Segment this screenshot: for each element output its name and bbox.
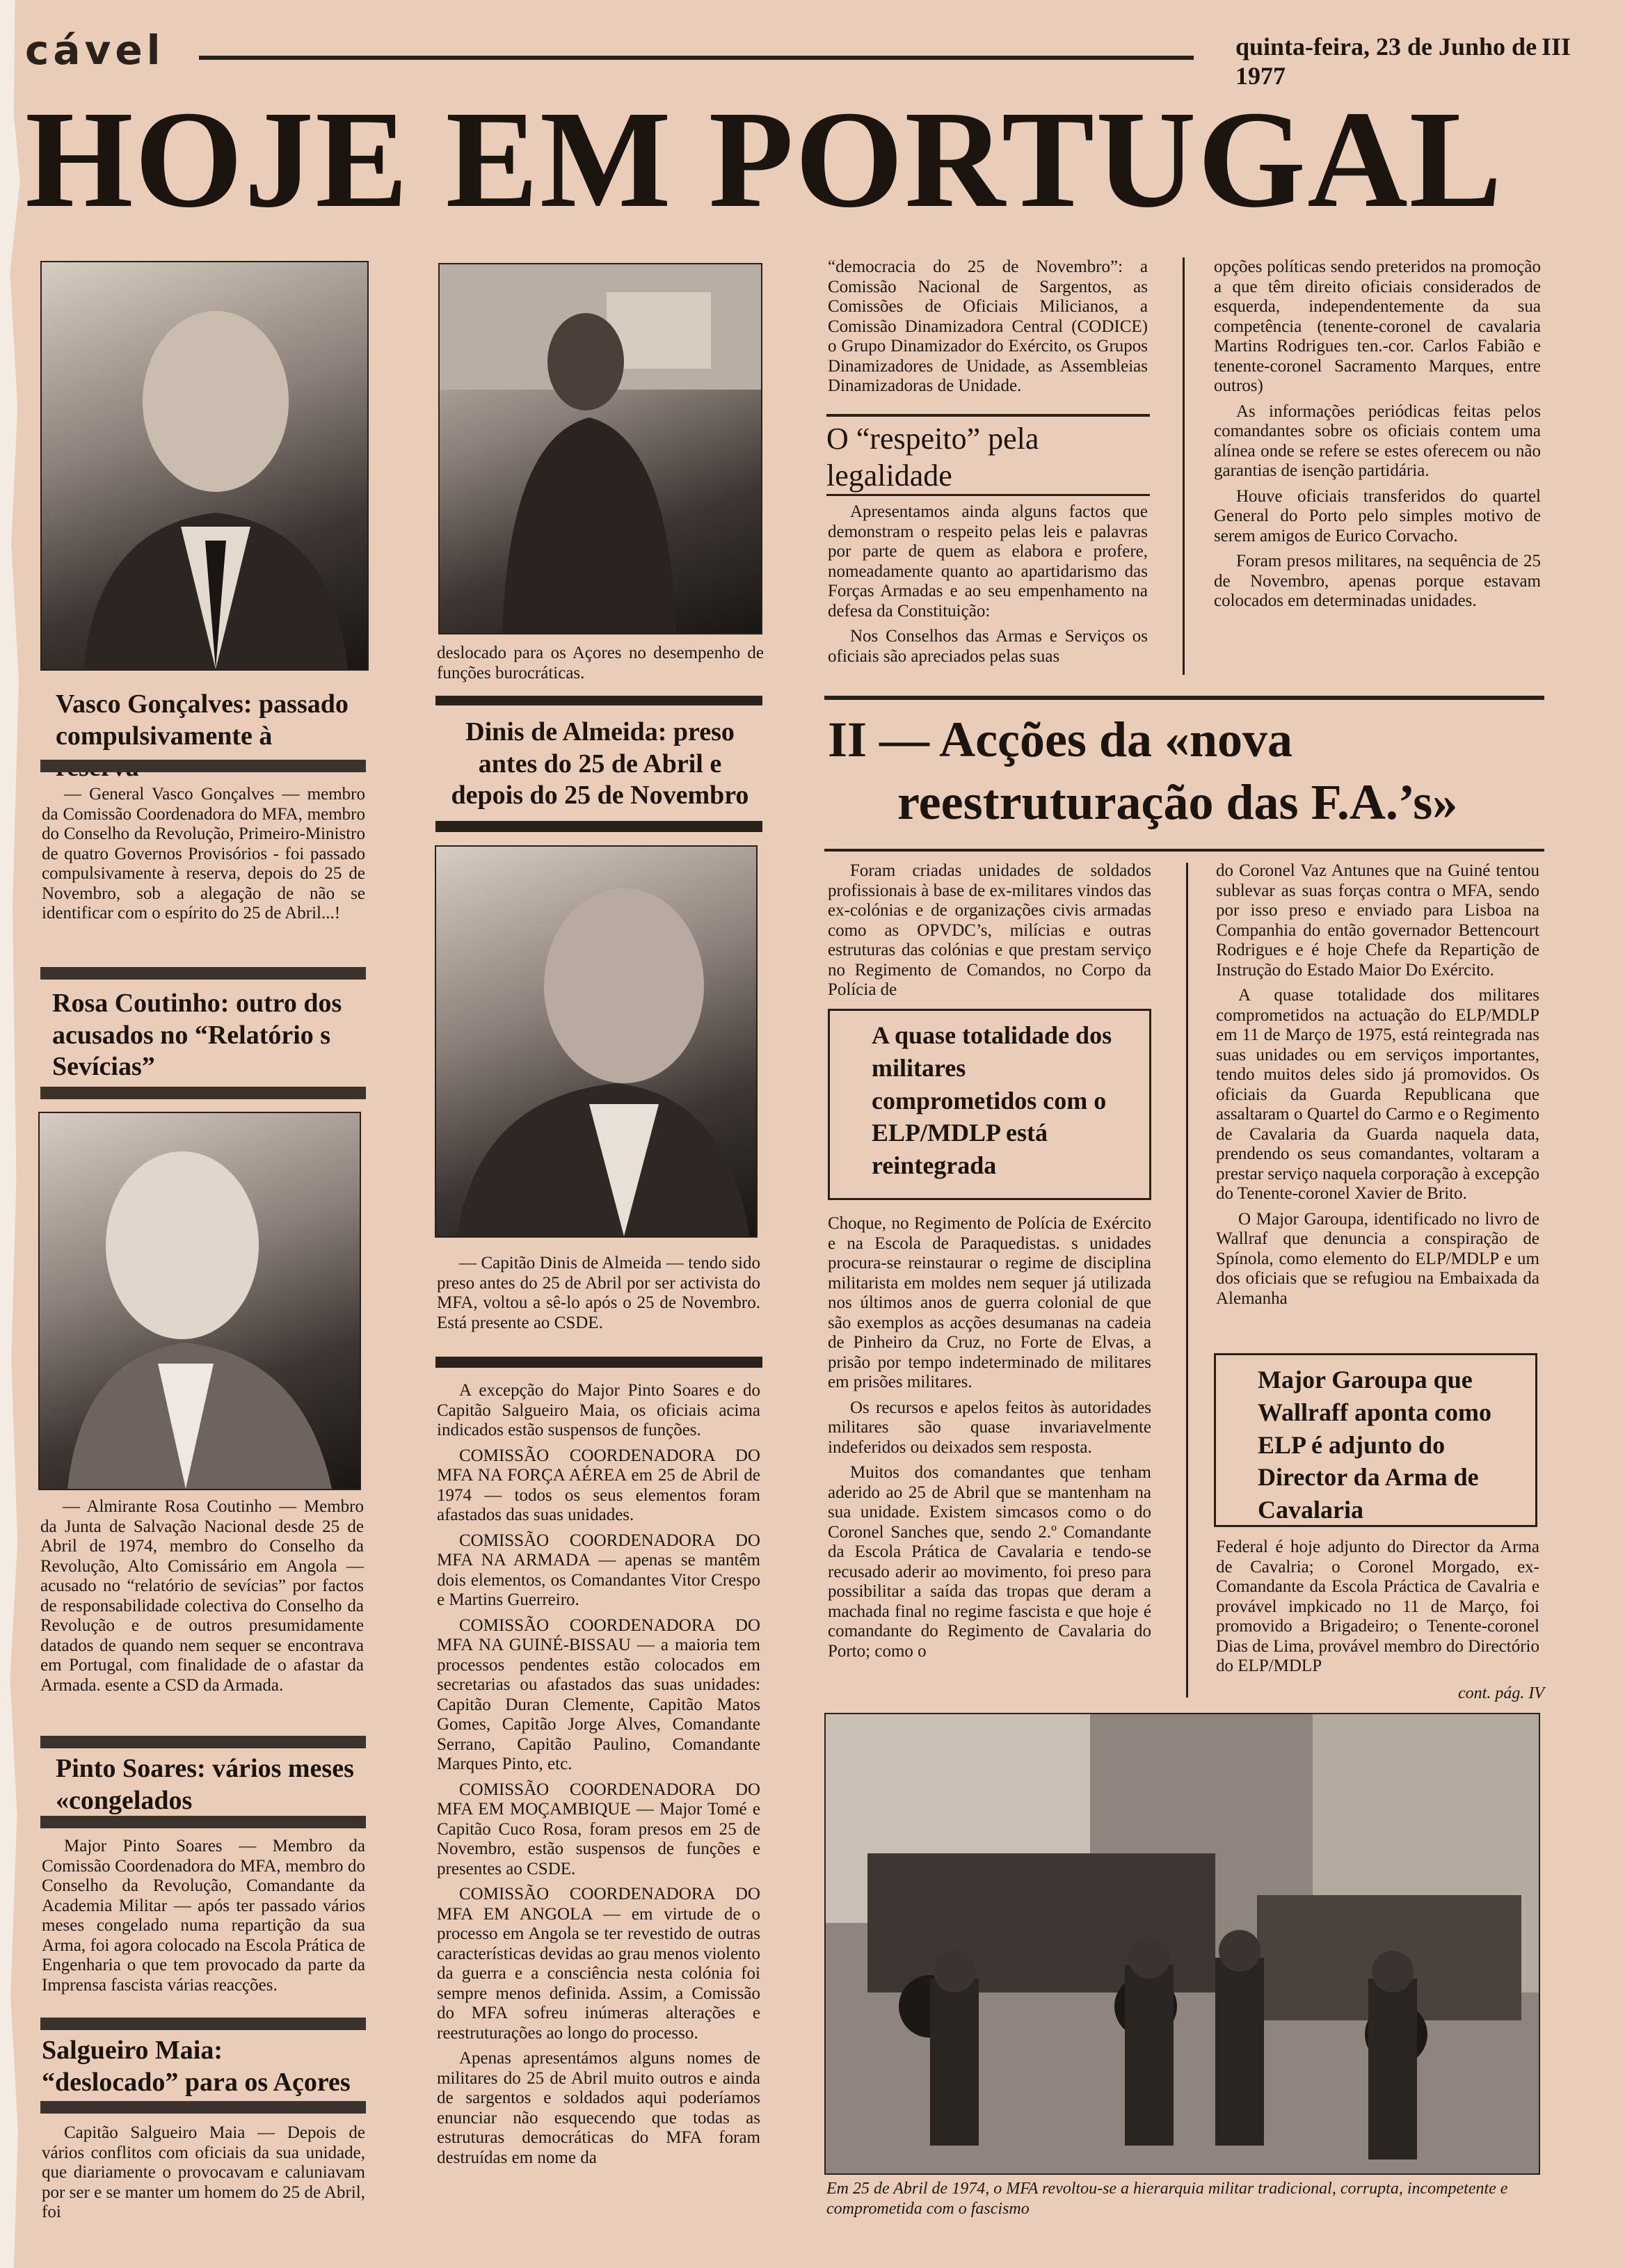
- section2-title-line2: reestruturação das F.A.’s»: [897, 774, 1458, 830]
- bottom-photo-caption: Em 25 de Abril de 1974, o MFA revoltou-se a hierarquia militar tradicional, corrupta, incompetente e comprometida com o fascismo: [826, 2180, 1508, 2218]
- col2-photo-caption: deslocado para os Açores no desempenho de funções burocráticas.: [437, 644, 764, 682]
- page-number: III: [1542, 33, 1571, 61]
- masthead-brand: cável: [25, 26, 165, 74]
- col4-paragraph: do Coronel Vaz Antunes que na Guiné tentou sublevar as suas forças contra o MFA, sendo por isso preso e enviado para Lisboa na Companhia do então governador Bettencourt Rodrigues e é hoje Chefe da Repartição de Instrução do Estado Maior Do Exército.: [1216, 861, 1539, 980]
- col3-paragraph: Nos Conselhos das Armas e Serviços os oficiais são apreciados pelas suas: [828, 627, 1148, 666]
- masthead-date: quinta-feira, 23 de Junho de 1977: [1235, 33, 1537, 90]
- col2-paragraph: COMISSÃO COORDENADORA DO MFA NA FORÇA AÉREA em 25 de Abril de 1974 — todos os seus elementos foram afastados das suas unidades.: [437, 1446, 760, 1524]
- photo-dinis-de-almeida: [435, 845, 758, 1238]
- salgueiro-divider-top: [40, 2018, 366, 2030]
- col3-paragraph: Apresentamos ainda alguns factos que demonstram o respeito pelas leis e palavras por parte de quem as elabora e profere, nomeadamente quanto ao apartidarismo das Forças Armadas e ao seu empenhamento na defesa da Constituição:: [828, 502, 1148, 621]
- dinis-divider-top: [435, 696, 762, 705]
- col3-bottom-intro: Foram criadas unidades de soldados profissionais à base de ex-militares vindos das ex-colónias e de organizações civis armadas como as OPVDC’s, milícias e outras estruturas das colónias e que prestam serviço no Regimento de Comandos, no Corpo da Polícia de: [828, 861, 1151, 999]
- page-headline: HOJE EM PORTUGAL: [25, 83, 1504, 237]
- portrait-silhouette-icon: [440, 264, 761, 633]
- rosa-title: Rosa Coutinho: outro dos acusados no “Relatório s Sevícias”: [52, 989, 342, 1082]
- pullquote-garoupa: Major Garoupa que Wallraff aponta como ELP é adjunto do Director da Arma de Cavalaria: [1214, 1353, 1537, 1527]
- col3-paragraph: Muitos dos comandantes que tenham aderido ao 25 de Abril que se mantenham na sua unidade. Existem simcasos como o do Coronel Sanches que, sendo 2.º Comandante da Escola Prática de Cavalaria e tendo-se recusado aderir ao movimento, foi preso para possibilitar a saída das tropas que deram a machada final no regime fascista e que hoje é comandante do Regimento de Cavalaria do Porto; como o: [828, 1463, 1151, 1661]
- col2-paragraph: COMISSÃO COORDENADORA DO MFA EM ANGOLA — em virtude de o processo em Angola se ter revestido de outras características devidas ao grau menos violento da guerra e a consciência nesta colónia foi sempre menos definida. Assim, a Comissão do MFA sofreu inúmeras alterações e reestruturações ao longo do processo.: [437, 1885, 760, 2043]
- dinis-title: Dinis de Almeida: preso antes do 25 de Abril e depois do 25 de Novembro: [451, 717, 749, 810]
- photo-rosa-coutinho: [38, 1112, 361, 1490]
- col4-top-text: [1214, 257, 1541, 617]
- col4-paragraph: opções políticas sendo preteridos na promoção a que têm direito oficiais considerados de esquerda, independentemente da sua competência (tenente-coronel de cavalaria Martins Rodrigues ten.-cor. Carlos Fabião e tenente-coronel Sacramento Marques, entre outros): [1214, 257, 1541, 395]
- col3-top-intro: “democracia do 25 de Novembro”: a Comissão Nacional de Sargentos, as Comissões de Oficiais Milicianos, a Comissão Dinamizadora Central (CODICE) o Grupo Dinamizador do Exército, os Grupos Dinamizadores de Unidade, as Assembleias Dinamizadoras de Unidade.: [828, 257, 1148, 395]
- col2-paragraph: COMISSÃO COORDENADORA DO MFA NA GUINÉ-BISSAU — a maioria tem processos pendentes estão colocados em secretarias ou afastados das suas unidades: Capitão Duran Clemente, Capitão Matos Gomes, Capitão Jorge Alves, Comandante Serrano, Capitão Paulino, Comandante Marques Pinto, etc.: [437, 1615, 760, 1773]
- column-rule: [1183, 257, 1185, 675]
- rosa-text: — Almirante Rosa Coutinho — Membro da Junta de Salvação Nacional desde 25 de Abril de 1974, membro do Conselho da Revolução, Alto Comissário em Angola — acusado no “relatório de sevícias” por factos de responsabilidade colectiva do Conselho da Revolução e de outros presumidamente datados de quando nem sequer se encontrava em Portugal, com finalidade de o afastar da Armada. esente a CSD da Armada.: [40, 1497, 364, 1695]
- col3-top-text: [828, 502, 1148, 672]
- rosa-divider: [40, 1087, 366, 1099]
- continued-note: cont. pág. IV: [1458, 1684, 1544, 1702]
- masthead-rule: [199, 56, 1194, 60]
- col4-bottom-text: [1216, 861, 1539, 1314]
- pinto-title: Pinto Soares: vários meses «congelados: [56, 1754, 354, 1815]
- vasco-divider: [40, 760, 366, 772]
- col3-paragraph: Choque, no Regimento de Polícia de Exército e na Escola de Paraquedistas. s unidades procura-se reinstaurar o regime de disciplina militarista em moldes nem sequer já utilizada nos últimos anos de guerra colonial de que são exemplos as acções desumanas na cadeia de Pinheiro da Cruz, no Forte de Elvas, a prisão por tempo indeterminado de militares em prisões militares.: [828, 1214, 1151, 1391]
- torn-edge: [0, 0, 25, 2268]
- col2-paragraph: Apenas apresentámos alguns nomes de militares do 25 de Abril muito outros e ainda de sargentos e soldados aqui poderíamos enunciar não esquecendo que todas as estruturas democráticas do MFA foram destruídas em nome da: [437, 2049, 760, 2167]
- col2-paragraph: COMISSÃO COORDENADORA DO MFA NA ARMADA — apenas se mantêm dois elementos, os Comandantes Vitor Crespo e Martins Guerreiro.: [437, 1531, 760, 1609]
- dinis-caption: — Capitão Dinis de Almeida — tendo sido preso antes do 25 de Abril por ser activista do MFA, voltou a sê-lo após o 25 de Novembro. Está presente ao CSDE.: [437, 1254, 760, 1332]
- section2-rule-top: [824, 696, 1544, 700]
- pinto-text: Major Pinto Soares — Membro da Comissão Coordenadora do MFA, membro do Conselho da Revolução, Comandante da Academia Militar — após ter passado vários meses congelado numa repartição da sua Arma, foi agora colocado na Escola Prática de Engenharia o que tem provocado da parte da Imprensa fascista várias reacções.: [42, 1837, 365, 1995]
- pullquote-elp: A quase totalidade dos militares comprometidos com o ELP/MDLP está reintegrada: [828, 1009, 1151, 1200]
- col2-paragraph: A excepção do Major Pinto Soares e do Capitão Salgueiro Maia, os oficiais acima indicados estão suspensos de funções.: [437, 1381, 760, 1439]
- pinto-divider: [40, 1816, 366, 1828]
- masthead: [25, 26, 1583, 90]
- photo-april-25-troops: [824, 1713, 1540, 2175]
- vasco-text: — General Vasco Gonçalves — membro da Comissão Coordenadora do MFA, membro do Conselho da Revolução, Primeiro-Ministro de quatro Governos Provisórios - foi passado compulsivamente à reserva, depois do 25 de Novembro, sob a alegação de não se identificar com o espírito do 25 de Abril...!: [42, 785, 365, 923]
- col2-divider: [435, 1357, 762, 1368]
- vasco-title: Vasco Gonçalves: passado compulsivamente à: [56, 689, 349, 751]
- portrait-silhouette-icon: [40, 1113, 360, 1489]
- salgueiro-title: Salgueiro Maia: “deslocado” para os Açores: [42, 2036, 351, 2097]
- portrait-silhouette-icon: [436, 847, 756, 1236]
- rosa-divider-top: [40, 967, 366, 980]
- col4-paragraph: O Major Garoupa, identificado no livro de Wallraf que denuncia a conspiração de Spínola, como elemento do ELP/MDLP e um dos oficiais que se refugiou na Embaixada da Alemanha: [1216, 1209, 1539, 1308]
- col4-bottom-tail: Federal é hoje adjunto do Director da Arma de Cavalria; o Coronel Morgado, ex-Comandante da Escola Práctica de Cavalria e provável impkicado no 11 de Março, foi promovido a Brigadeiro; o Tenente-coronel Dias de Lima, provável membro do Directório do ELP/MDLP: [1216, 1538, 1539, 1675]
- col3-bottom-text: [828, 1214, 1151, 1667]
- col4-paragraph: Foram presos militares, na sequência de 25 de Novembro, apenas porque estavam colocados em determinadas unidades.: [1214, 552, 1541, 610]
- street-scene-icon: [826, 1714, 1539, 2173]
- col2-text: [437, 1381, 760, 2173]
- pinto-divider-top: [40, 1736, 366, 1748]
- photo-vasco-goncalves: [40, 261, 369, 671]
- portrait-silhouette-icon: [42, 262, 367, 669]
- section2-title-line1: II — Acções da «nova: [828, 712, 1293, 767]
- salgueiro-text: Capitão Salgueiro Maia — Depois de vários conflitos com oficiais da sua unidade, que diariamente o provocavam e caluniavam por ser e se manter um homem do 25 de Abril, foi: [42, 2123, 365, 2221]
- col2-paragraph: COMISSÃO COORDENADORA DO MFA EM MOÇAMBIQUE — Major Tomé e Capitão Cuco Rosa, foram presos em 25 de Novembro, estão suspensos de funções e presentes ao CSDE.: [437, 1780, 760, 1878]
- respeito-subhead: O “respeito” pela legalidade: [826, 422, 1039, 493]
- col4-paragraph: A quase totalidade dos militares comprometidos na actuação do ELP/MDLP em 11 de Março de 1975, está reintegrada nas suas unidades ou em serviços importantes, tendo muitos deles sido já promovidos. Os oficiais da Guarda Republicana que assaltaram o Quartel do Carmo e o Regimento de Cavalaria da Guarda naquela data, prendendo os seus comandantes, voltaram a prestar serviço naquela corporação à excepção do Tenente-coronel Xavier de Brito.: [1216, 986, 1539, 1203]
- col3-divider: [826, 414, 1150, 417]
- col3-divider-2: [826, 494, 1150, 496]
- col4-paragraph: As informações periódicas feitas pelos comandantes sobre os oficiais contem uma alínea onde se refere se estes oferecem ou não garantias de isenção partidária.: [1214, 401, 1541, 480]
- section2-rule-bottom: [824, 849, 1544, 852]
- salgueiro-divider: [40, 2101, 366, 2114]
- col3-paragraph: Os recursos e apelos feitos às autoridades militares são quase invariavelmente indeferidos ou deixados sem resposta.: [828, 1398, 1151, 1457]
- dinis-divider: [435, 821, 762, 832]
- col4-paragraph: Houve oficiais transferidos do quartel General do Porto pelo simples motivo de serem amigos de Eurico Corvacho.: [1214, 486, 1541, 545]
- column-rule: [1186, 863, 1188, 1698]
- photo-salgueiro-maia: [438, 263, 762, 634]
